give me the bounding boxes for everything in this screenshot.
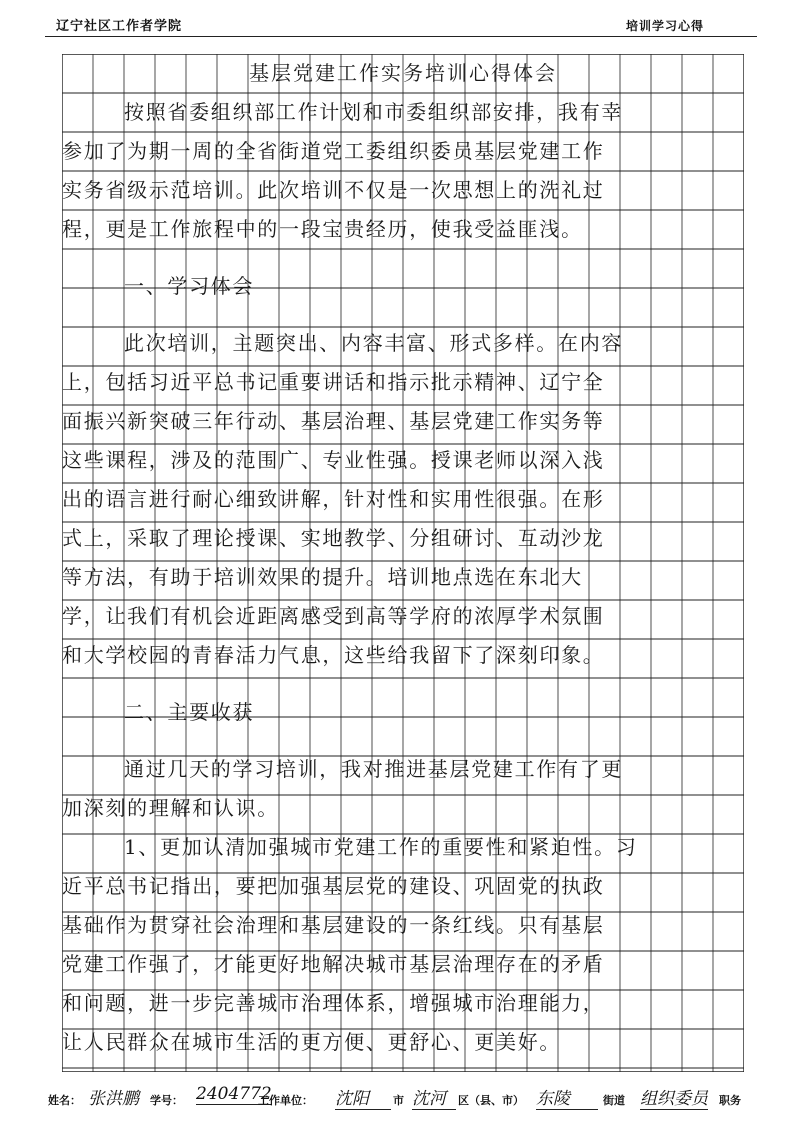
- essay-line: 让人民群众在城市生活的更方便、更舒心、更美好。: [62, 1030, 562, 1054]
- essay-line: 式上，采取了理论授课、实地教学、分组研讨、互动沙龙: [62, 526, 605, 550]
- essay-line: 出的语言进行耐心细致讲解，针对性和实用性很强。在形: [62, 487, 605, 511]
- student-info-footer: [0, 1078, 799, 1118]
- street-suffix: 街道: [603, 1094, 625, 1107]
- city-suffix: 市: [393, 1094, 404, 1107]
- essay-line: 学，让我们有机会近距离感受到高等学府的浓厚学术氛围: [62, 604, 605, 628]
- essay-line: 程，更是工作旅程中的一段宝贵经历，使我受益匪浅。: [62, 217, 583, 241]
- essay-line: 上，包括习近平总书记重要讲话和指示批示精神、辽宁全: [62, 370, 605, 394]
- essay-line: 实务省级示范培训。此次培训不仅是一次思想上的洗礼过: [62, 178, 605, 202]
- position-value: 组织委员: [640, 1084, 708, 1110]
- essay-line: 这些课程，涉及的范围广、专业性强。授课老师以深入浅: [62, 448, 605, 472]
- essay-title: 基层党建工作实务培训心得体会: [249, 61, 557, 85]
- district-value: 沈河: [412, 1084, 456, 1110]
- essay-line: 1、更加认清加强城市党建工作的重要性和紧迫性。习: [124, 835, 638, 859]
- page-header: [0, 0, 799, 40]
- essay-line: 加深刻的理解和认识。: [62, 796, 279, 820]
- essay-line: 近平总书记指出，要把加强基层党的建设、巩固党的执政: [62, 874, 605, 898]
- essay-line: 党建工作强了，才能更好地解决城市基层治理存在的矛盾: [62, 952, 605, 976]
- work-unit-label: 工作单位：: [258, 1094, 313, 1107]
- essay-line: 等方法，有助于培训效果的提升。培训地点选在东北大: [62, 565, 583, 589]
- header-divider: [45, 36, 757, 37]
- student-id-value: 2404772: [196, 1084, 272, 1104]
- city-value: 沈阳: [335, 1084, 391, 1110]
- essay-line: 参加了为期一周的全省街道党工委组织委员基层党建工作: [62, 139, 605, 163]
- section-heading: 一、学习体会: [124, 274, 255, 298]
- essay-line: 面振兴新突破三年行动、基层治理、基层党建工作实务等: [62, 409, 605, 433]
- name-label: 姓名：: [48, 1094, 81, 1107]
- section-heading: 二、主要收获: [124, 700, 255, 724]
- essay-line: 此次培训，主题突出、内容丰富、形式多样。在内容: [124, 331, 624, 355]
- essay-line: 和大学校园的青春活力气息，这些给我留下了深刻印象。: [62, 643, 605, 667]
- essay-line: 和问题，进一步完善城市治理体系，增强城市治理能力，: [62, 991, 605, 1015]
- street-value: 东陵: [536, 1084, 598, 1110]
- essay-line: 通过几天的学习培训，我对推进基层党建工作有了更: [124, 757, 624, 781]
- position-suffix: 职务: [719, 1094, 741, 1107]
- institution-name: 辽宁社区工作者学院: [56, 19, 183, 34]
- document-type: 培训学习心得: [626, 19, 705, 33]
- name-value: 张洪鹏: [88, 1089, 139, 1109]
- student-id-label: 学号：: [150, 1094, 183, 1107]
- essay-line: 按照省委组织部工作计划和市委组织部安排，我有幸: [124, 100, 624, 124]
- manuscript-sheet: [62, 54, 744, 1072]
- essay-line: 基础作为贯穿社会治理和基层建设的一条红线。只有基层: [62, 913, 605, 937]
- district-suffix: 区（县、市）: [458, 1094, 524, 1107]
